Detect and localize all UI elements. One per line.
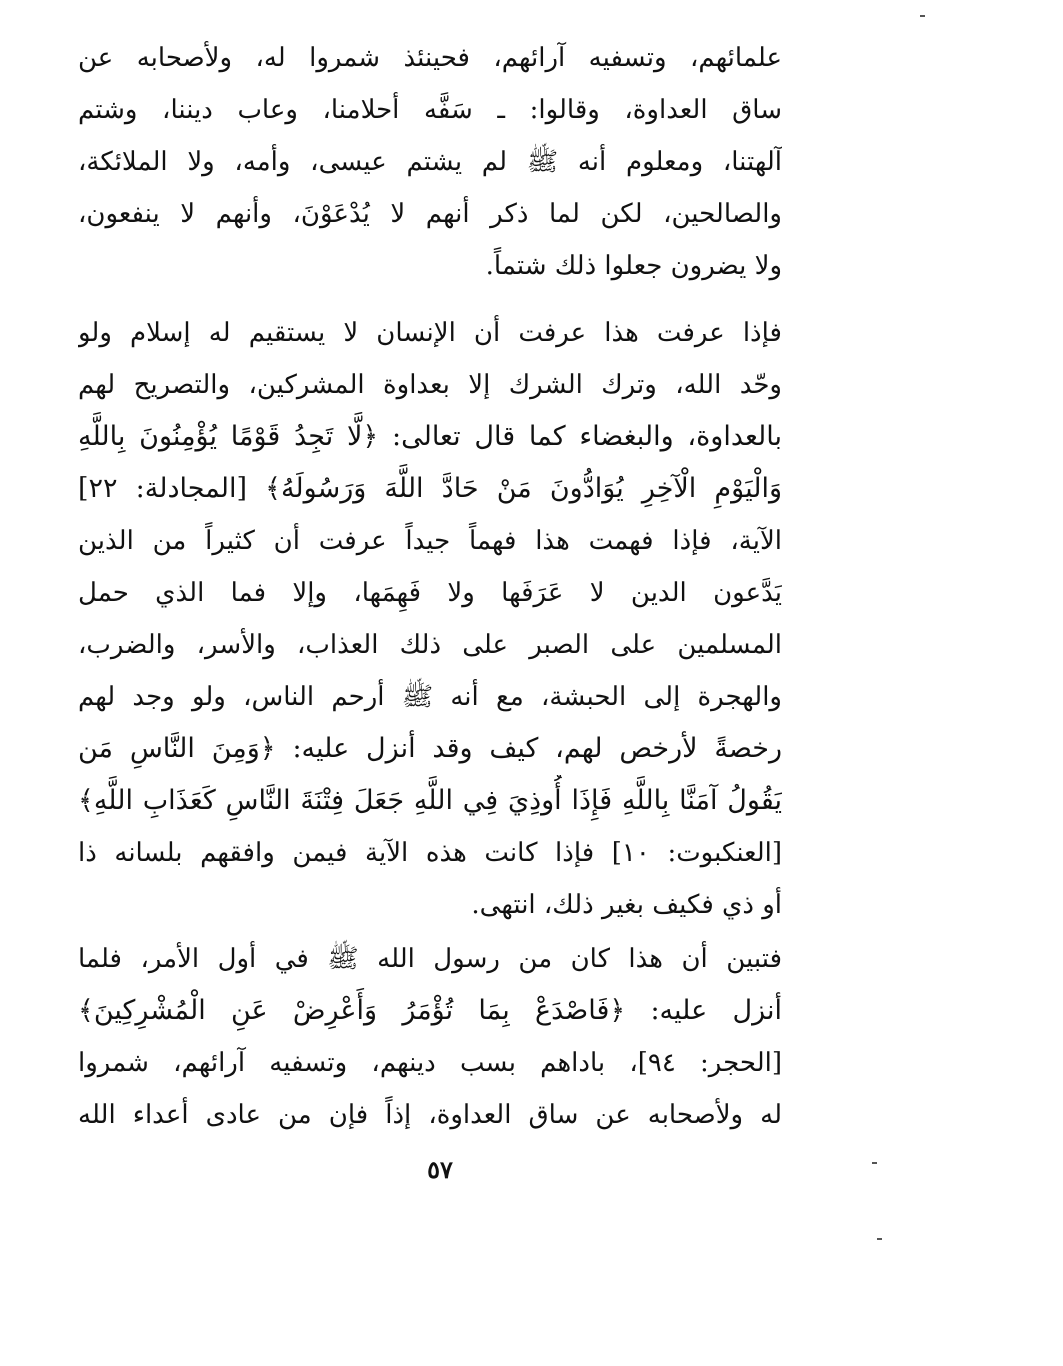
text-line: [العنكبوت: ١٠] فإذا كانت هذه الآية فيمن وافقهم بلسانه ذا: [78, 838, 782, 868]
text-line: وحّد الله، وترك الشرك إلا بعداوة المشركين، والتصريح لهم: [78, 370, 782, 400]
paragraph-3: [78, 933, 782, 1141]
text-line: [الحجر: ٩٤]، باداهم بسب دينهم، وتسفيه آرائهم، شمروا: [78, 1048, 782, 1078]
page-number: ٥٧: [427, 1155, 453, 1184]
text-line: فإذا عرفت هذا عرفت أن الإنسان لا يستقيم له إسلام ولو: [78, 318, 782, 348]
text-line: فتبين أن هذا كان من رسول الله ﷺ في أول الأمر، فلما: [78, 944, 782, 974]
text-line: يَدَّعون الدين لا عَرَفَها ولا فَهِمَها، وإلا فما الذي حمل: [78, 578, 782, 608]
text-line: آلهتنا، ومعلوم أنه ﷺ لم يشتم عيسى، وأمه، ولا الملائكة،: [78, 147, 782, 177]
text-line: علمائهم، وتسفيه آرائهم، فحينئذ شمروا له، ولأصحابه عن: [78, 43, 782, 73]
text-line: المسلمين على الصبر على ذلك العذاب، والأسر، والضرب،: [78, 630, 782, 660]
scan-speck: [877, 1238, 882, 1240]
text-line: بالعداوة، والبغضاء كما قال تعالى: ﴿لَّا تَجِدُ قَوْمًا يُؤْمِنُونَ بِاللَّهِ: [78, 421, 782, 452]
text-line: أنزل عليه: ﴿فَاصْدَعْ بِمَا تُؤْمَرُ وَأَعْرِضْ عَنِ الْمُشْرِكِينَ﴾: [78, 995, 782, 1026]
text-line: أو ذي فكيف بغير ذلك، انتهى.: [471, 890, 782, 920]
text-line: يَقُولُ آمَنَّا بِاللَّهِ فَإِذَا أُوذِيَ فِي اللَّهِ جَعَلَ فِتْنَةَ النَّاسِ كَعَذَابِ اللَّهِ﴾: [78, 785, 782, 816]
text-line: الآية، فإذا فهمت هذا فهماً جيداً عرفت أن كثيراً من الذين: [78, 526, 782, 556]
text-line: رخصةً لأرخص لهم، كيف وقد أنزل عليه: ﴿وَمِنَ النَّاسِ مَن: [78, 733, 782, 764]
text-line: ساق العداوة، وقالوا: ـ سَفَّه أحلامنا، وعاب ديننا، وشتم: [78, 95, 782, 125]
paragraph-1: [78, 32, 782, 292]
scan-speck: [872, 1162, 877, 1164]
text-line: ولا يضرون جعلوا ذلك شتماً.: [485, 251, 782, 281]
text-line: وَالْيَوْمِ الْآخِرِ يُوَادُّونَ مَنْ حَادَّ اللَّهَ وَرَسُولَهُ﴾ [المجادلة: ٢٢]: [78, 473, 782, 504]
text-line: والصالحين، لكن لما ذكر أنهم لا يُدْعَوْنَ، وأنهم لا ينفعون،: [78, 199, 782, 229]
paragraph-2: [78, 307, 782, 931]
text-line: والهجرة إلى الحبشة، مع أنه ﷺ أرحم الناس، ولو وجد لهم: [78, 682, 782, 712]
scan-speck: [920, 15, 925, 17]
text-line: له ولأصحابه عن ساق العداوة، إذاً فإن من عادى أعداء الله: [78, 1100, 782, 1130]
